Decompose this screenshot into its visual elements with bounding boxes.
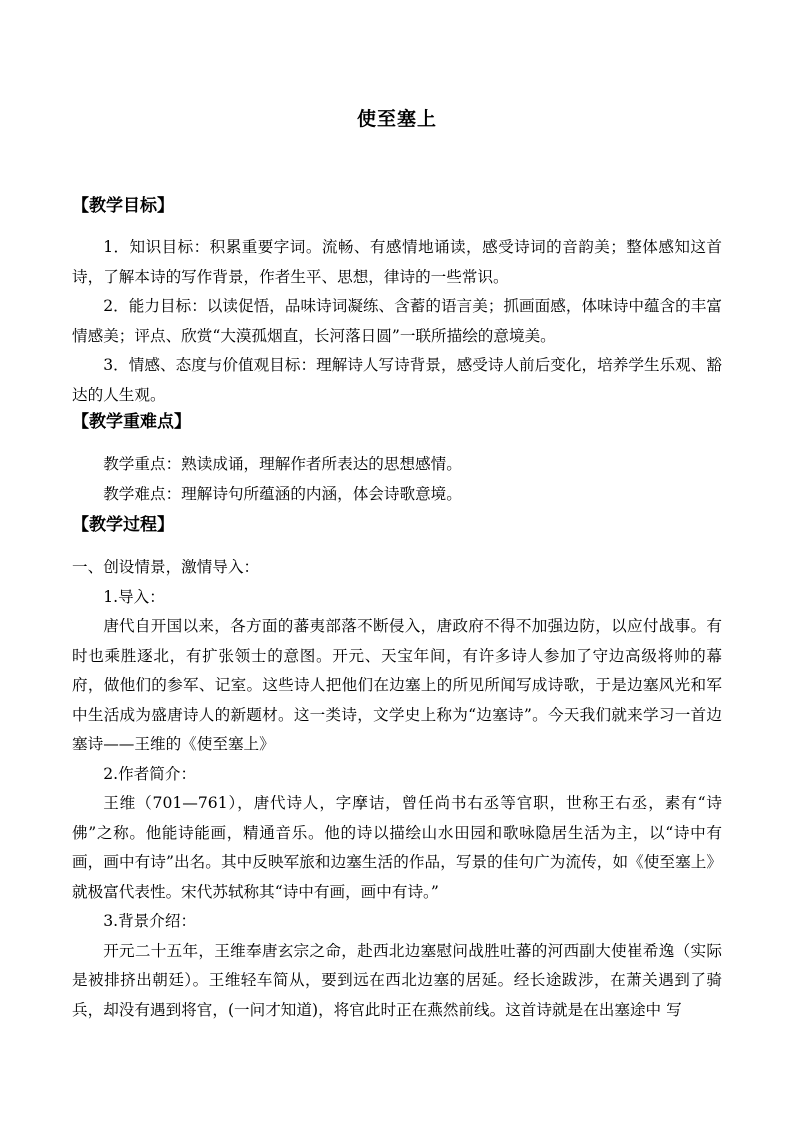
background-text: 开元二十五年，王维奉唐玄宗之命，赴西北边塞慰问战胜吐蕃的河西副大使崔希逸（实际是被排挤出朝廷）。王维轻车简从，要到远在西北边塞的居延。经长途跋涉，在萧关遇到了骑兵，却没有遇到将官，(一问才知道)，将官此时正在燕然前线。这首诗就是在出塞途中 写 <box>72 941 722 1019</box>
objective-item: 3．情感、态度与价值观目标：理解诗人写诗背景，感受诗人前后变化，培养学生乐观、豁达的人生观。 <box>72 356 722 404</box>
objectives-list <box>72 233 722 410</box>
process-section <box>72 512 722 538</box>
objectives-section <box>72 193 722 219</box>
author-text: 王维（701—761），唐代诗人，字摩诘，曾任尚书右丞等官职，世称王右丞，素有“诗佛”之称。他能诗能画，精通音乐。他的诗以描绘山水田园和歌咏隐居生活为主，以“诗中有画，画中有诗”出名。其中反映军旅和边塞生活的作品，写景的佳句广为流传，如《使至塞上》就极富代表性。宋代苏轼称其“诗中有画，画中有诗。” <box>72 794 722 901</box>
key-points-heading: 【教学重难点】 <box>72 412 191 432</box>
objective-item: 2．能力目标：以读促悟，品味诗词凝练、含蓄的语言美；抓画面感，体味诗中蕴含的丰富情感美；评点、欣赏“大漠孤烟直，长河落日圆”一联所描绘的意境美。 <box>72 297 722 345</box>
process-body <box>72 553 722 1025</box>
page-title: 使至塞上 <box>356 108 437 130</box>
author-label: 2.作者简介： <box>103 764 197 783</box>
teaching-focus: 教学重点：熟读成诵，理解作者所表达的思想感情。 <box>103 455 462 473</box>
objectives-heading: 【教学目标】 <box>72 196 174 216</box>
objective-item: 1．知识目标：积累重要字词。流畅、有感情地诵读，感受诗词的音韵美；整体感知这首诗，了解本诗的写作背景，作者生平、思想，律诗的一些常识。 <box>72 238 722 286</box>
process-heading: 【教学过程】 <box>72 515 174 535</box>
part1-title: 一、创设情景，激情导入： <box>72 558 260 576</box>
teaching-difficulty: 教学难点：理解诗句所蕴涵的内涵，体会诗歌意境。 <box>103 484 462 503</box>
intro-text: 唐代自开国以来，各方面的蕃夷部落不断侵入，唐政府不得不加强边防，以应付战事。有时也乘胜逐北，有扩张领士的意图。开元、天宝年间，有许多诗人参加了守边高级将帅的幕府，做他们的参军、记室。这些诗人把他们在边塞上的所见所闻写成诗歌，于是边塞风光和军中生活成为盛唐诗人的新题材。这一类诗，文学史上称为“边塞诗”。今天我们就来学习一首边塞诗——王维的《使至塞上》 <box>72 617 722 753</box>
key-points-list <box>72 450 722 509</box>
background-label: 3.背景介绍： <box>103 912 197 930</box>
intro-label: 1.导入： <box>103 587 165 606</box>
key-points-section <box>72 409 722 435</box>
